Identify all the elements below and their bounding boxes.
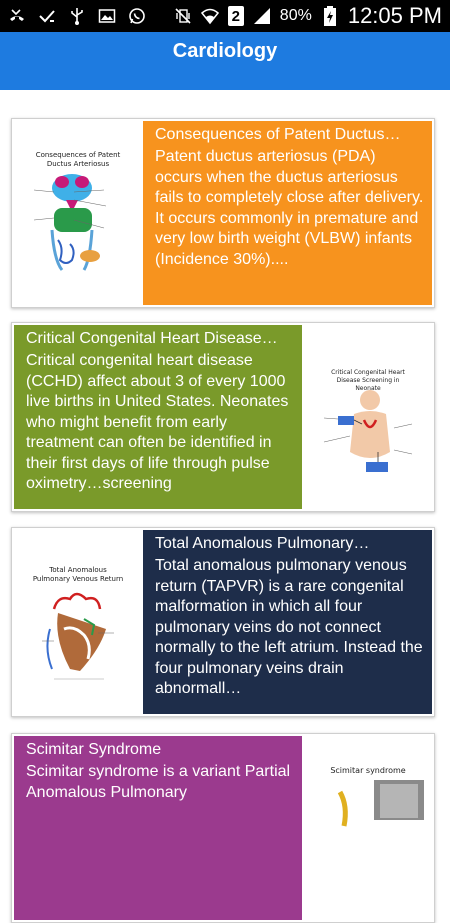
sim-slot-badge: 2 xyxy=(228,6,244,26)
article-summary xyxy=(14,325,302,509)
wifi-icon xyxy=(201,7,219,25)
usb-icon xyxy=(68,7,86,25)
battery-charging-icon xyxy=(321,7,339,25)
status-bar xyxy=(0,0,450,32)
article-thumbnail xyxy=(14,121,142,305)
article-excerpt: Patent ductus arteriosus (PDA) occurs when the ductus arteriosus fails to completely close after delivery. It occurs commonly in premature and very low birth weight (VLBW) infants (Incidence 30%).... xyxy=(155,148,424,268)
thumbnail-caption: Consequences of Patent Ductus Arteriosus xyxy=(35,151,121,168)
scimitar-xray-illustration xyxy=(304,736,432,922)
whatsapp-icon xyxy=(128,7,146,25)
battery-percent: 80% xyxy=(279,7,312,24)
thumbnail-caption: Total Anomalous Pulmonary Venous Return xyxy=(32,566,124,583)
missed-call-icon xyxy=(8,7,26,25)
article-summary xyxy=(143,121,432,305)
article-card-scimitar[interactable] xyxy=(11,733,435,923)
article-thumbnail xyxy=(14,530,142,714)
clock: 12:05 PM xyxy=(347,3,442,28)
article-title: Total Anomalous Pulmonary… xyxy=(155,535,370,552)
thumbnail-caption: Critical Congenital Heart Disease Screening in Neonate xyxy=(331,369,405,392)
notification-icons xyxy=(8,7,146,25)
article-thumbnail xyxy=(304,325,432,509)
signal-icon xyxy=(253,7,271,25)
heart-lungs-illustration xyxy=(14,120,142,306)
thumbnail-caption: Scimitar syndrome xyxy=(330,766,406,775)
article-title: Scimitar Syndrome xyxy=(26,741,162,758)
image-icon xyxy=(98,7,116,25)
article-excerpt: Scimitar syndrome is a variant Partial Anomalous Pulmonary xyxy=(26,763,291,801)
page-title: Cardiology xyxy=(172,40,278,62)
article-card-pda[interactable] xyxy=(11,118,435,308)
newborn-screening-illustration xyxy=(304,324,432,510)
heart-diagram-illustration xyxy=(14,529,142,715)
check-icon xyxy=(38,7,56,25)
app-bar xyxy=(0,32,450,90)
article-card-tapvr[interactable] xyxy=(11,527,435,717)
article-excerpt: Total anomalous pulmonary venous return (TAPVR) is a rare congenital malformation in which all four pulmonary veins do not connect normally to the left atrium. Instead the four pulmonary veins drain abnormall… xyxy=(155,557,423,697)
article-summary xyxy=(14,736,302,920)
vibrate-silent-icon xyxy=(174,7,192,25)
article-excerpt: Critical congenital heart disease (CCHD) affect about 3 of every 1000 live births in United States. Neonates who might benefit from early treatment can often be identified in their first days of life through pulse oximetry…screening xyxy=(26,352,289,492)
article-thumbnail xyxy=(304,736,432,920)
article-title: Critical Congenital Heart Disease… xyxy=(26,330,278,347)
article-title: Consequences of Patent Ductus… xyxy=(155,126,401,143)
system-icons xyxy=(174,3,442,29)
article-card-cchd[interactable] xyxy=(11,322,435,512)
article-summary xyxy=(143,530,432,714)
